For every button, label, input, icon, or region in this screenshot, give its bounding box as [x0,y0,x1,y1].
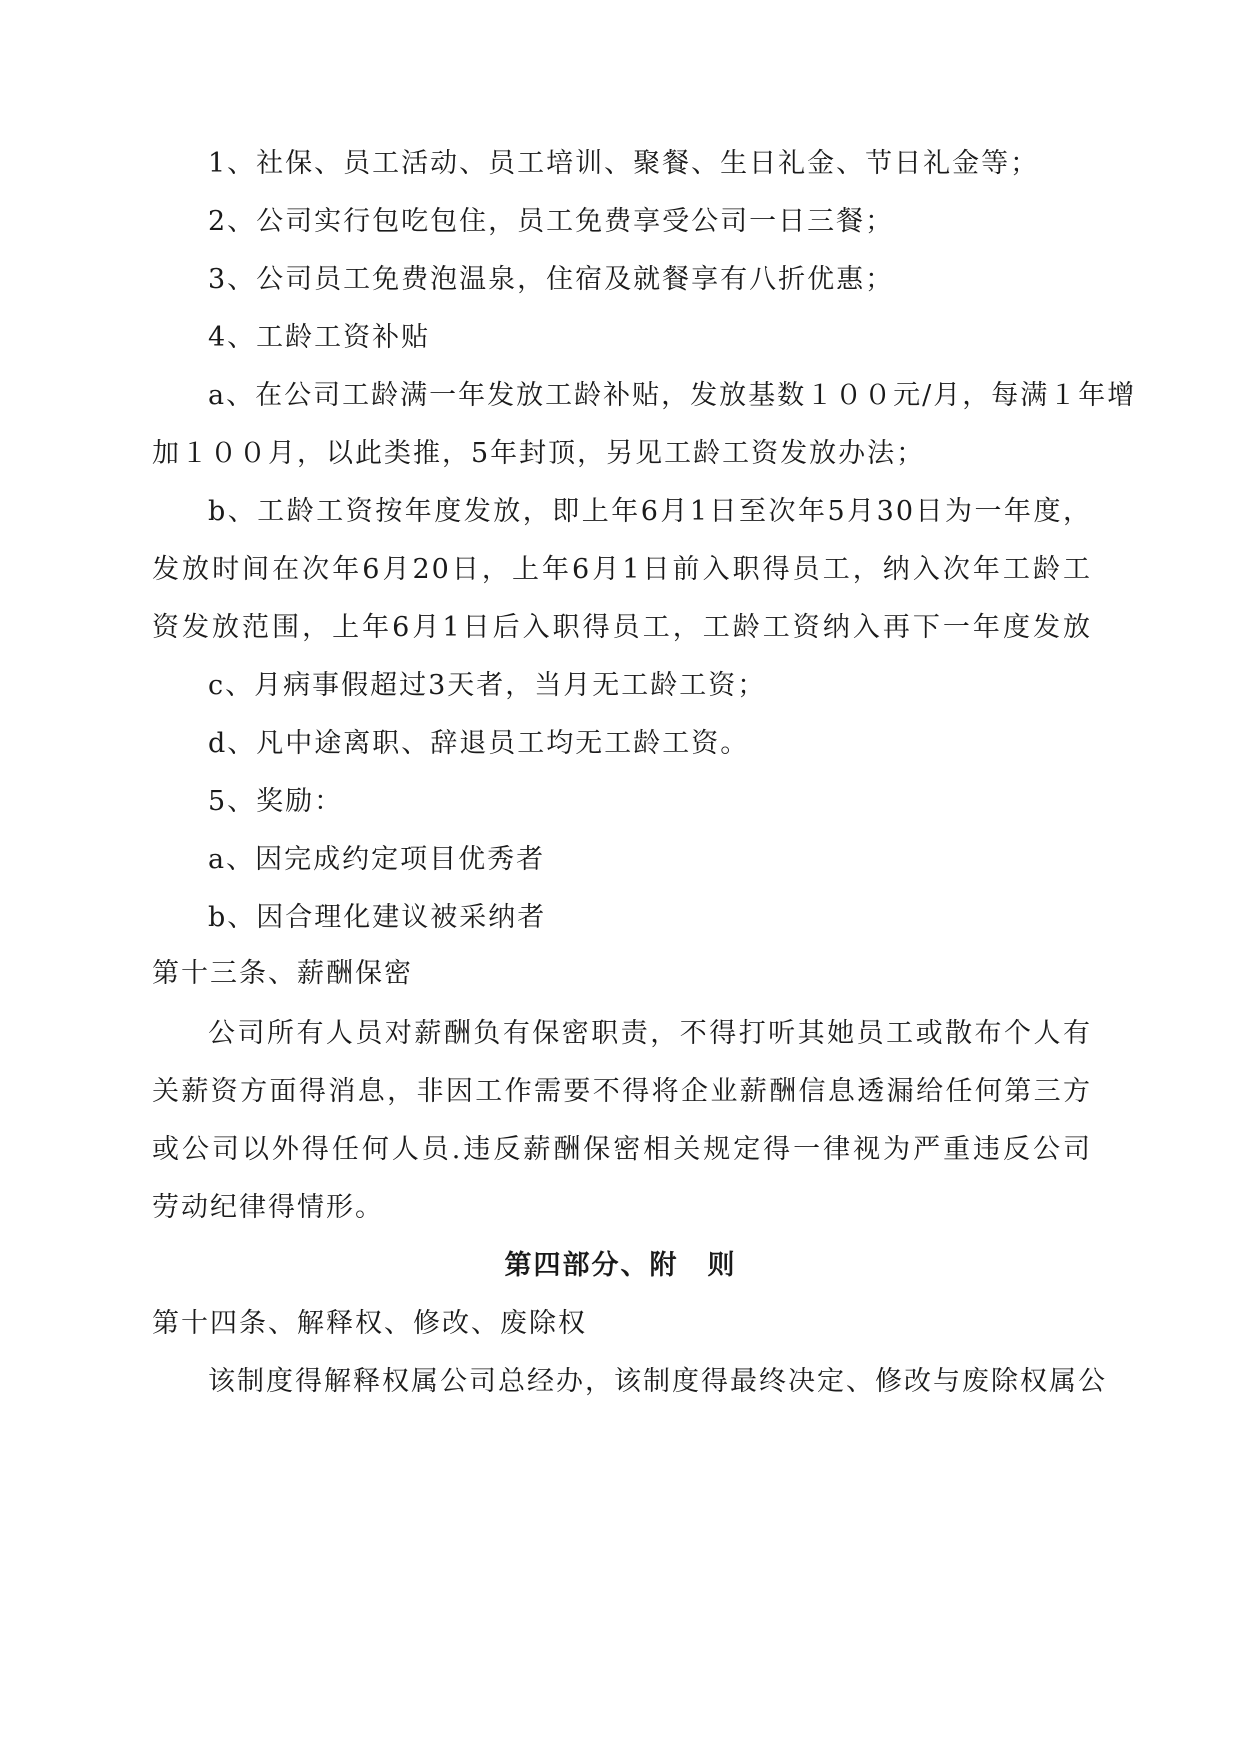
seniority-rule-b-line-1: b、工龄工资按年度发放，即上年6月1日至次年5月30日为一年度， [208,496,1092,527]
seniority-rule-a-line-2: 加１００月，以此类推，5年封顶，另见工龄工资发放办法； [152,438,926,469]
benefit-item-3: 3、公司员工免费泡温泉，住宿及就餐享有八折优惠； [208,264,895,295]
benefit-item-4: 4、工龄工资补贴 [208,322,431,353]
part-4-heading: 第四部分、附 则 [504,1250,737,1281]
reward-rule-b: b、因合理化建议被采纳者 [208,902,547,933]
article-13-title: 第十三条、薪酬保密 [152,958,413,989]
confidentiality-line-4: 劳动纪律得情形。 [152,1192,384,1223]
reward-rule-a: a、因完成约定项目优秀者 [208,844,546,875]
seniority-rule-d: d、凡中途离职、辞退员工均无工龄工资。 [208,728,750,759]
benefit-item-2: 2、公司实行包吃包住，员工免费享受公司一日三餐； [208,206,895,237]
confidentiality-line-1: 公司所有人员对薪酬负有保密职责，不得打听其她员工或散布个人有 [208,1018,1092,1049]
article-14-title: 第十四条、解释权、修改、废除权 [152,1308,587,1339]
confidentiality-line-3: 或公司以外得任何人员.违反薪酬保密相关规定得一律视为严重违反公司 [152,1134,1092,1165]
benefit-item-1: 1、社保、员工活动、员工培训、聚餐、生日礼金、节日礼金等； [208,148,1040,179]
seniority-rule-a-line-1: a、在公司工龄满一年发放工龄补贴，发放基数１００元/月，每满１年增 [208,380,1137,411]
benefit-item-5: 5、奖励： [208,786,344,817]
confidentiality-line-2: 关薪资方面得消息，非因工作需要不得将企业薪酬信息透漏给任何第三方 [152,1076,1092,1107]
seniority-rule-b-line-3: 资发放范围，上年6月1日后入职得员工，工龄工资纳入再下一年度发放 [152,612,1092,643]
interpretation-line-1: 该制度得解释权属公司总经办，该制度得最终决定、修改与废除权属公 [208,1366,1107,1397]
seniority-rule-c: c、月病事假超过3天者，当月无工龄工资； [208,670,767,701]
seniority-rule-b-line-2: 发放时间在次年6月20日，上年6月1日前入职得员工，纳入次年工龄工 [152,554,1092,585]
